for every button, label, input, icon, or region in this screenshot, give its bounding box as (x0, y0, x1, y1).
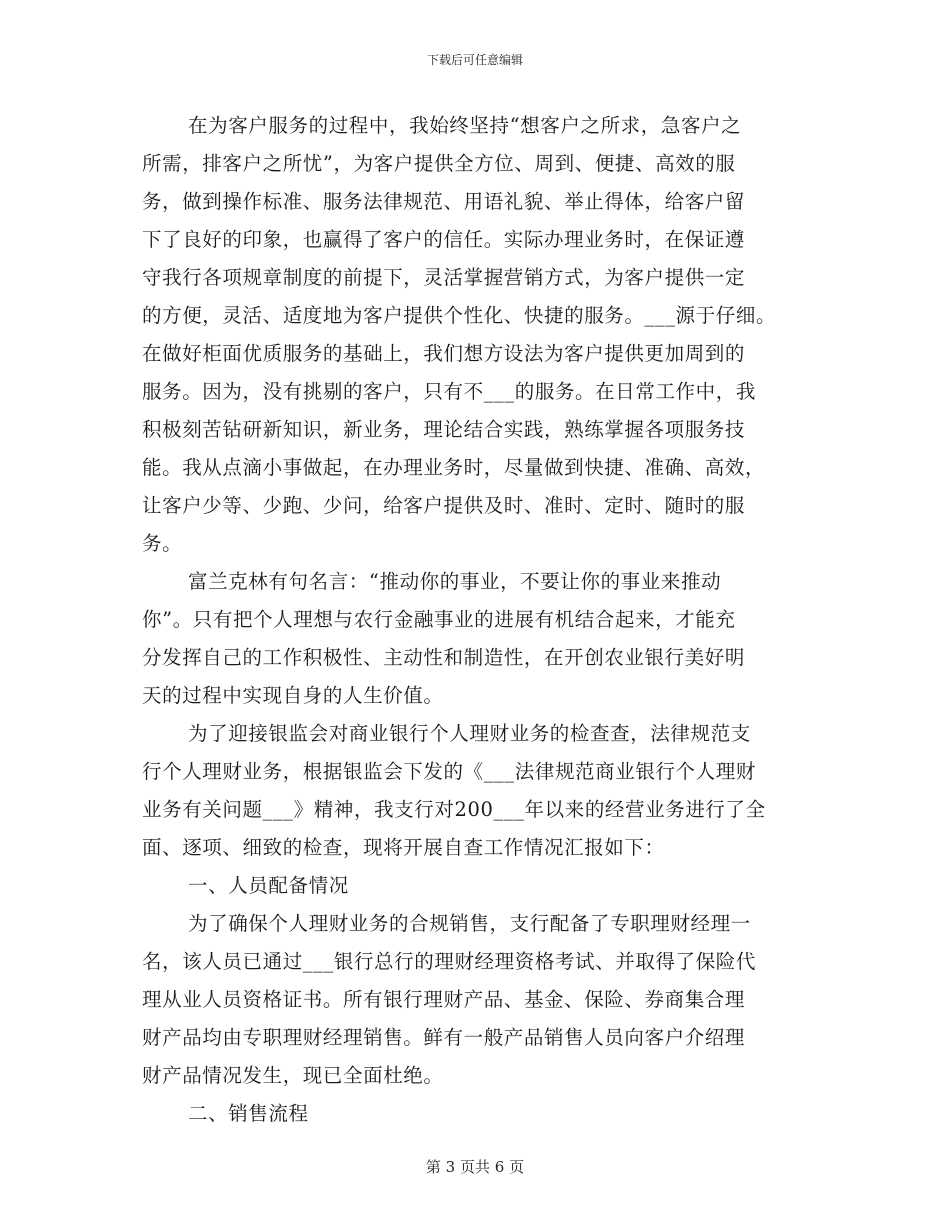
page-number: 第 3 页共 6 页 (425, 1158, 525, 1176)
text-line: 富兰克林有句名言：“推动你的事业，不要让你的事业来推动 (188, 570, 722, 593)
section-heading: 一、人员配备情况 (188, 874, 349, 897)
text-line: 在做好柜面优质服务的基础上，我们想方设法为客户提供更加周到的 (142, 342, 746, 365)
text-line: 在为客户服务的过程中，我始终坚持“想客户之所求，急客户之 (188, 114, 742, 137)
text-line: 分发挥自己的工作积极性、主动性和制造性，在开创农业银行美好明 (142, 646, 746, 669)
text-line: 面、逐项、细致的检查，现将开展自查工作情况汇报如下： (142, 836, 665, 859)
text-line: 所需，排客户之所忧”，为客户提供全方位、周到、便捷、高效的服 (142, 152, 736, 175)
text-line: 理从业人员资格证书。所有银行理财产品、基金、保险、券商集合理 (142, 988, 746, 1011)
text-line: 财产品情况发生，现已全面杜绝。 (142, 1064, 444, 1087)
text-line: 积极刻苦钻研新知识，新业务，理论结合实践，熟练掌握各项服务技 (142, 418, 746, 441)
document-body (142, 107, 832, 1133)
text-line: 名，该人员已通过___银行总行的理财经理资格考试、并取得了保险代 (142, 950, 756, 973)
text-line: 业务有关问题___》精神，我支行对200___年以来的经营业务进行了全 (142, 798, 766, 821)
text-line: 服务。因为，没有挑剔的客户，只有不___的服务。在日常工作中，我 (142, 380, 756, 403)
text-line: 务。 (142, 532, 183, 555)
text-line: 能。我从点滴小事做起，在办理业务时，尽量做到快捷、准确、高效， (142, 456, 766, 479)
text-line: 守我行各项规章制度的前提下，灵活掌握营销方式，为客户提供一定 (142, 266, 746, 289)
text-line: 的方便，灵活、适度地为客户提供个性化、快捷的服务。___源于仔细。 (142, 304, 777, 327)
text-line: 行个人理财业务，根据银监会下发的《___法律规范商业银行个人理财 (142, 760, 756, 783)
text-line: 让客户少等、少跑、少问，给客户提供及时、准时、定时、随时的服 (142, 494, 746, 517)
text-line: 财产品均由专职理财经理销售。鲜有一般产品销售人员向客户介绍理 (142, 1026, 746, 1049)
text-line: 你”。只有把个人理想与农行金融事业的进展有机结合起来，才能充 (142, 608, 736, 631)
text-line: 务，做到操作标准、服务法律规范、用语礼貌、举止得体，给客户留 (142, 190, 746, 213)
text-line: 天的过程中实现自身的人生价值。 (142, 684, 444, 707)
text-line: 为了迎接银监会对商业银行个人理财业务的检查查，法律规范支 (188, 722, 751, 745)
page-header: 下载后可任意编辑 (426, 53, 523, 67)
section-heading: 二、销售流程 (188, 1102, 309, 1125)
text-line: 为了确保个人理财业务的合规销售，支行配备了专职理财经理一 (188, 912, 751, 935)
text-line: 下了良好的印象，也赢得了客户的信任。实际办理业务时，在保证遵 (142, 228, 746, 251)
